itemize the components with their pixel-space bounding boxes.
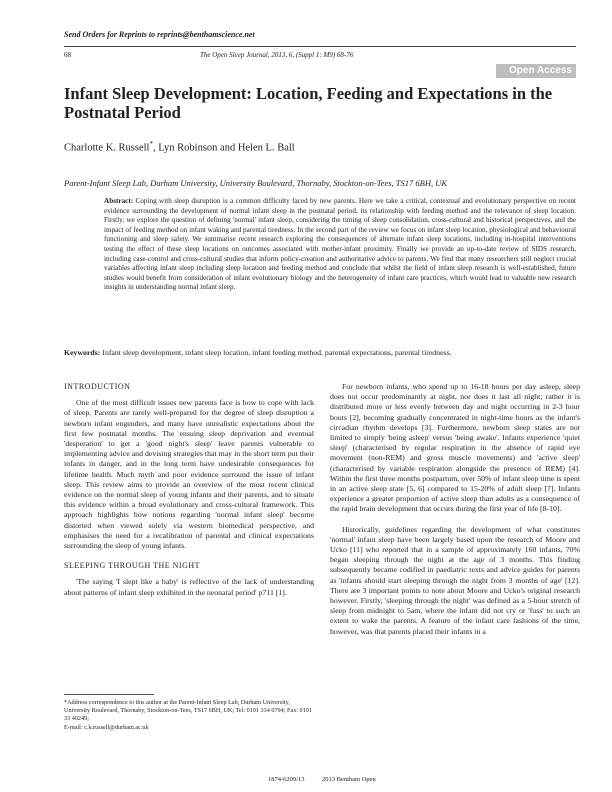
abstract <box>104 197 576 293</box>
section-heading-sleeping: SLEEPING THROUGH THE NIGHT <box>64 561 201 571</box>
author-rest: , Lyn Robinson and Helen L. Ball <box>152 142 295 154</box>
paragraph: Historically, guidelines regarding the development of what constitutes 'normal' infant sleep have been largely based upon the research of Moore and Ucko [11] who reported that in a sample of approximately 160 infants, 70% began sleeping through the night at the age of 3 months. This finding subsequently became codified in paediatric texts and advice guides for parents as 'infants should start sleeping through the night from 3 months of age' [12]. There are 3 important points to note about Moore and Ucko's original research however. Firstly, 'sleeping through the night' was defined as a 5-hour stretch of sleep from midnight to 5am, where the infant did not cry or 'fuss' to such an extent to wake the parents. A feature of the infant care fashions of the time, however, was that parents placed their infants in a <box>330 524 580 636</box>
affiliation: Parent-Infant Sleep Lab, Durham University, University Boulevard, Thornaby, Stockton-on-Tees, TS17 6BH, UK <box>64 178 448 188</box>
section-heading-introduction: INTRODUCTION <box>64 382 131 391</box>
page-number: 68 <box>64 51 71 59</box>
open-access-badge: Open Access <box>496 64 576 78</box>
footer-issn: 1874-6209/13 <box>268 776 305 783</box>
keywords-label: Keywords: <box>64 348 101 357</box>
footnote-rule <box>64 694 154 695</box>
abstract-label: Abstract: <box>104 197 134 205</box>
footer-publisher: 2013 Bentham Open <box>322 776 376 783</box>
right-column <box>330 382 580 637</box>
paragraph: 'The saying 'I slept like a baby' is reflective of the lack of understanding about patterns of infant sleep exhibited in the neonatal period' p711 [1]. <box>64 577 314 597</box>
header-rule <box>64 46 576 47</box>
paragraph: One of the most difficult issues new parents face is how to cope with lack of sleep. Parents are rarely well-prepared for the degree of sleep disruption a newborn infant engenders, and many have unrealistic expectations about the first few postnatal months. The ensuing sleep deprivation and eventual 'desperation' to get a 'good night's sleep' leave parents vulnerable to implementing advice and devising strategies that may in the short term put their infants in danger, and in the long term have undesirable consequences for lifetime health. Much myth and poor evidence surround the issue of infant sleep. This review aims to provide an overview of the most recent clinical evidence on the normal sleep of young infants and their parents, and to situate this evidence within a broad evolutionary and cross-cultural framework. This approach highlights how notions regarding 'normal infant sleep' become distorted when viewed solely via western biomedical perspective, and emphasises the need for a recalibration of parental and clinical expectations surrounding the sleep of young infants. <box>64 398 314 551</box>
corresponding-mark: * <box>149 140 153 148</box>
article-title: Infant Sleep Development: Location, Feeding and Expectations in the Postnatal Period <box>64 84 553 122</box>
author-first: Charlotte K. Russell <box>64 142 150 154</box>
paragraph: For newborn infants, who spend up to 16-18 hours per day asleep, sleep does not occur predominantly at night, nor does it last all night; rather it is distributed more or less evenly between day and night occurring in 2-3 hour bouts [2], becoming gradually concentrated in night-time hours as the infant's circadian rhythm develops [3]. Furthermore, newborn sleep states are not limited to simply 'being asleep' versus 'being awake'. Infants experience 'quiet sleep' (characterised by regular respiration in the absence of rapid eye movement (non-REM) and gross muscle movements) and 'active sleep' (characterised by variable respiration alongside the presence of REM) [4]. Within the first three months postpartum, over 50% of infant sleep time is spent in an active sleep state [5, 6] compared to 15-20% of adult sleep [7]. Infants experience a greater proportion of active sleep than adults as a consequence of the rapid brain development that occurs during the first year of life [8-10]. <box>330 382 580 514</box>
footnote <box>64 699 314 732</box>
keywords <box>64 348 584 357</box>
keywords-text: Infant sleep development, infant sleep location, infant feeding method, parental expectations, parental tiredness. <box>102 348 452 357</box>
left-column <box>64 382 314 598</box>
journal-citation: The Open Sleep Journal, 2013, 6, (Suppl 1: M9) 68-76 <box>200 51 354 59</box>
reprints-notice: Send Orders for Reprints to reprints@benthamscience.net <box>64 30 255 39</box>
footnote-email: E-mail: c.k.russell@durham.ac.uk <box>64 723 149 731</box>
author-list <box>64 140 295 154</box>
footnote-text: *Address correspondence to this author at the Parent-Infant Sleep Lab, Durham University, University Boulevard, Thornaby, Stockton-on-Tees, TS17 6BH, UK; Tel: 0191 334 0794; Fax: 0191 33 40249; <box>64 699 312 723</box>
abstract-text: Coping with sleep disruption is a common difficulty faced by new parents. Here we take a critical, contextual and evolutionary perspective on recent evidence surrounding the development of normal infant sleep in the postnatal period, its relationship with feeding method and the relevance of sleep location. Firstly, we explore the question of defining 'normal' infant sleep, considering the timing of sleep consolidation, cross-cultural and historical perspectives, and the impact of feeding method on infant waking and parental tiredness. In the second part of the review we focus on infant sleep location, physiological and behavioural functioning and sleep safety. We summarise recent research exploring the consequences of alternate infant sleep locations, including in-hospital interventions testing the effect of these sleep locations on outcomes associated with mother-infant proximity. Finally we provide an up-to-date review of SIDS research, including case-control and cross-cultural studies that inform policy-creation and authoritative advice to parents. We find that many researchers still neglect crucial variables affecting infant sleep including sleep location and feeding method and conclude that whilst the field of infant sleep research is well-established, future studies would benefit from consideration of infant evolutionary biology and the heterogeneity of infant care practices, which would lead to valuable new research insights in understanding normal infant sleep. <box>104 197 576 292</box>
